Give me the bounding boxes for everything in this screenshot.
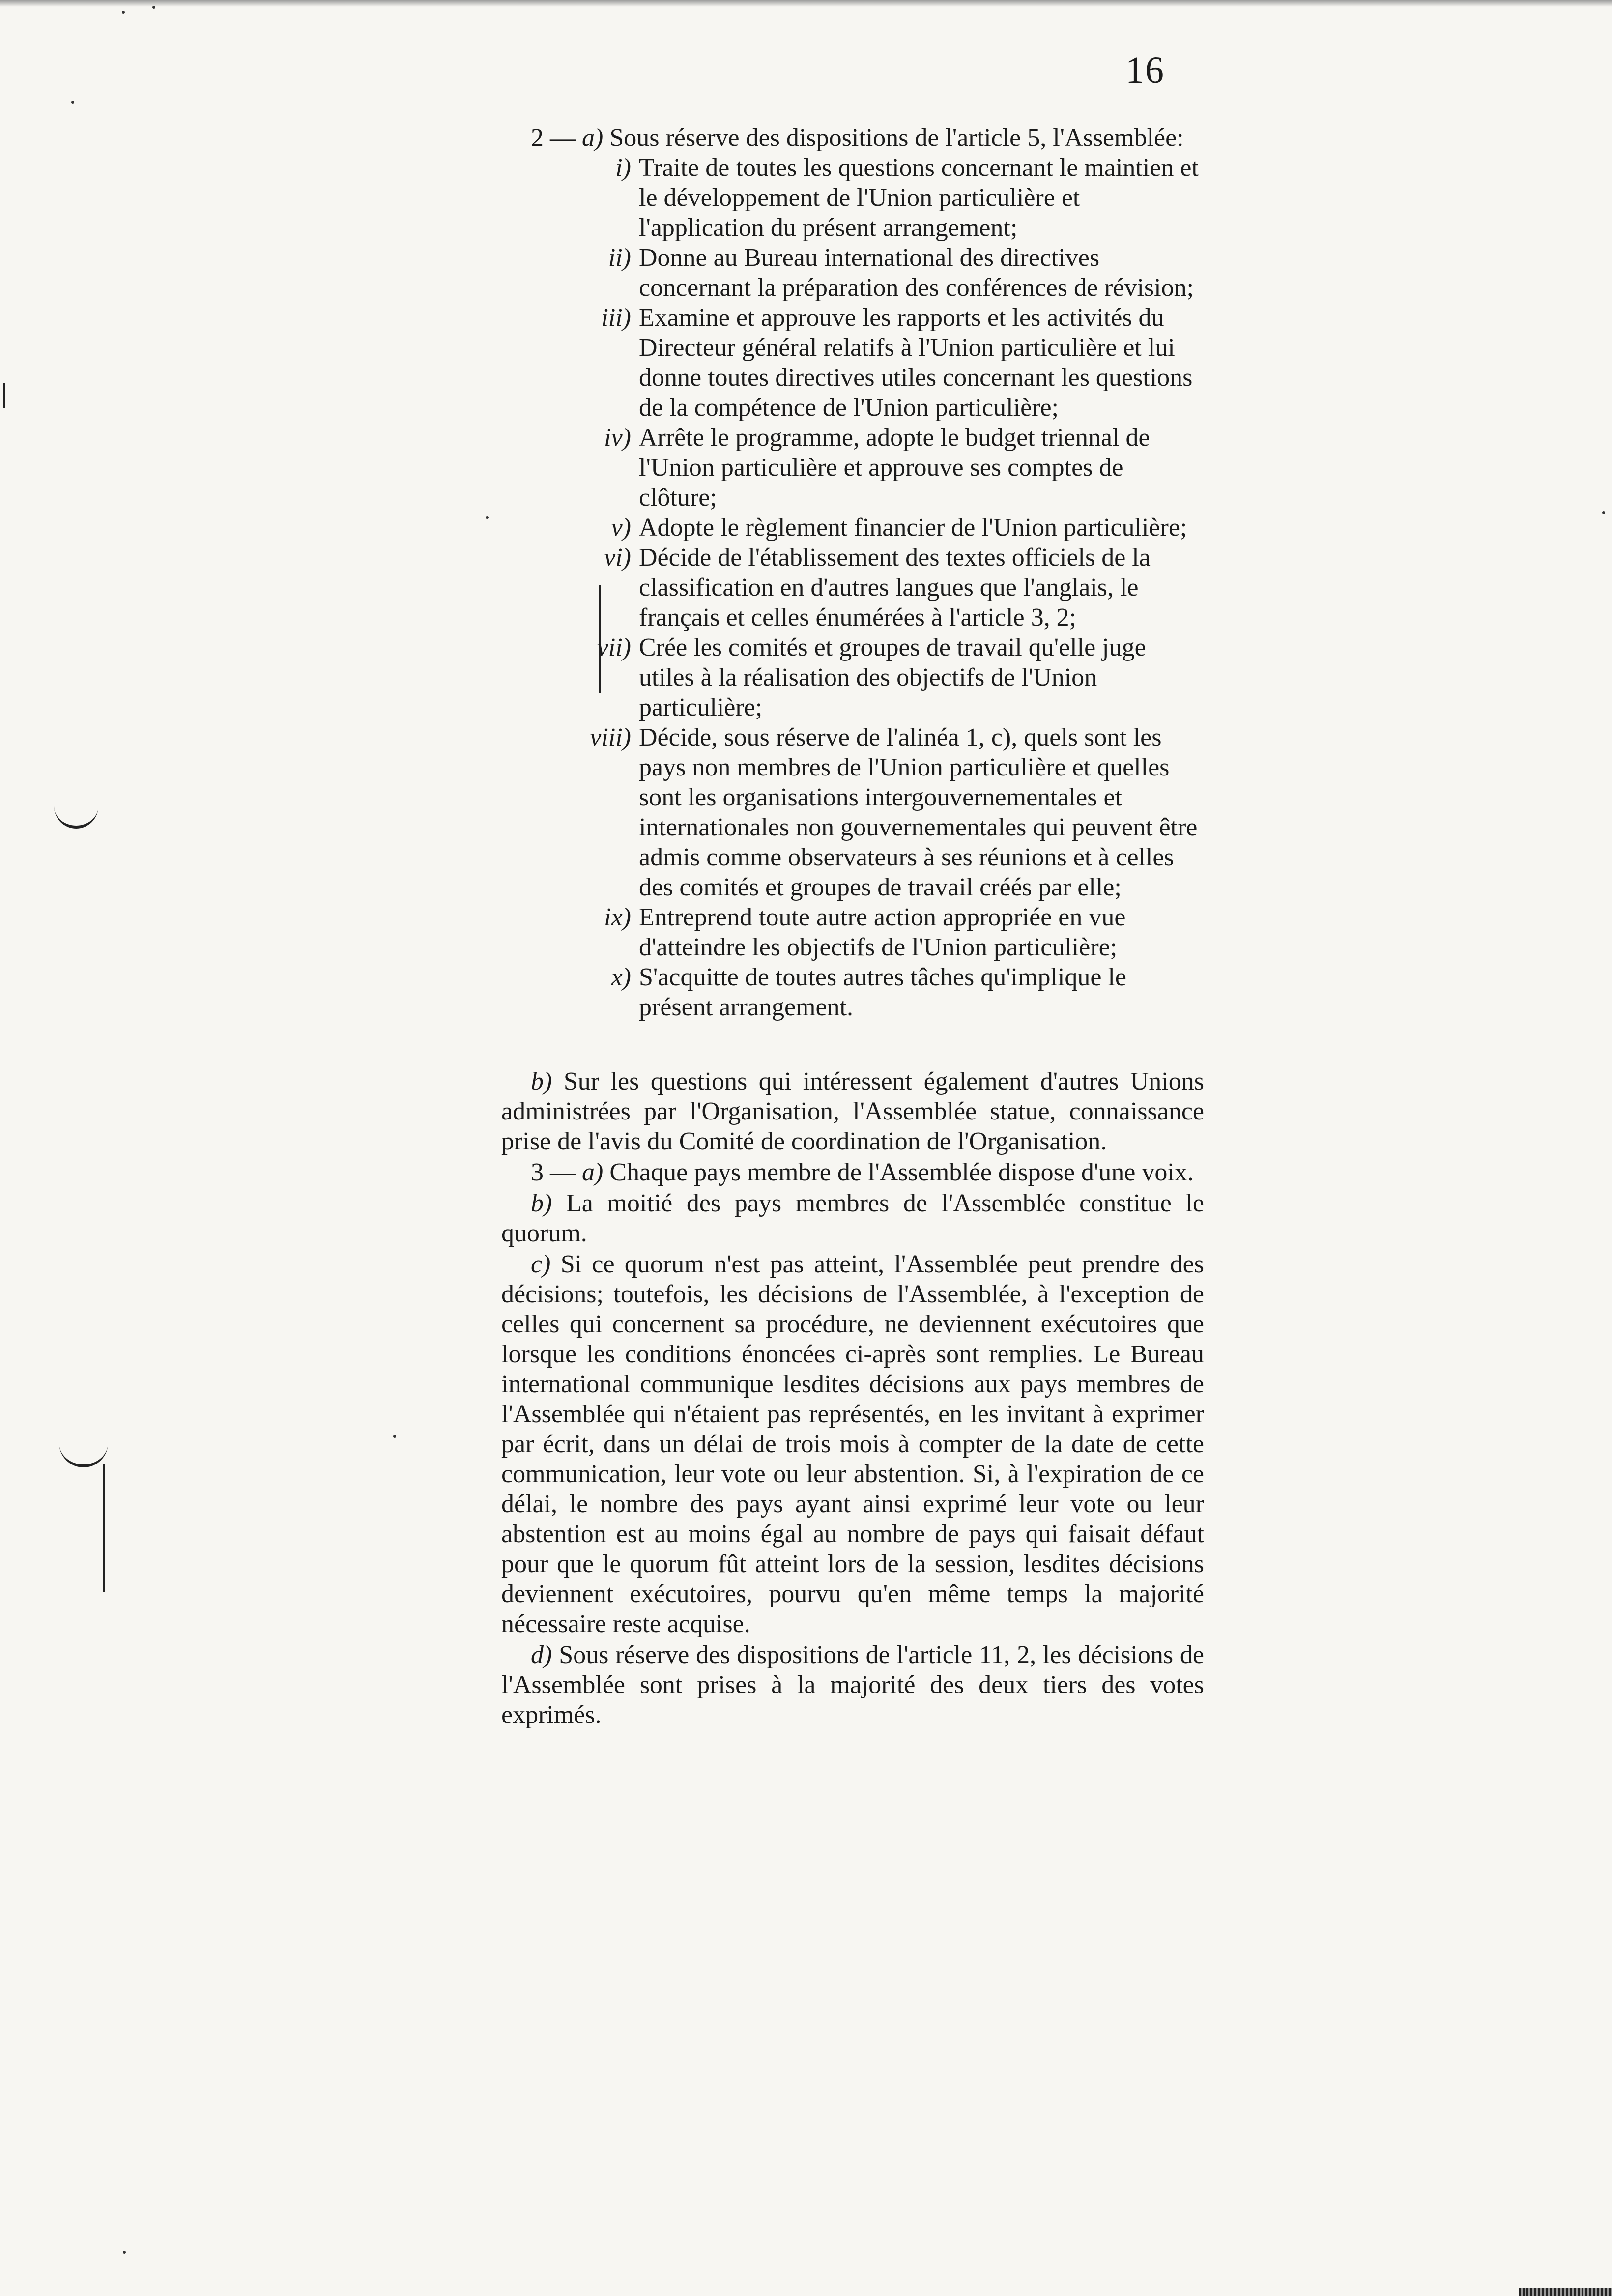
list-item-text: S'acquitte de toutes autres tâches qu'implique le présent arrangement. — [639, 963, 1127, 1021]
paragraph-text: La moitié des pays membres de l'Assemblée constitue le quorum. — [501, 1189, 1205, 1247]
list-item-number: vii) — [597, 633, 631, 661]
document-body — [501, 123, 1204, 1730]
list-item — [585, 303, 1204, 423]
list-item-number: iv) — [604, 424, 631, 452]
section-3c-paragraph — [501, 1249, 1204, 1639]
list-item-number: ii) — [608, 244, 631, 272]
list-item-number: v) — [611, 514, 631, 542]
list-item — [585, 632, 1204, 722]
list-item-text: Examine et approuve les rapports et les activités du Directeur général relatifs à l'Union particulière et lui donne toutes directives utiles concernant les questions de la compétence de l'Union particulière; — [639, 304, 1193, 422]
list-item — [585, 722, 1204, 902]
section-3d-paragraph — [501, 1640, 1204, 1730]
list-item-number: x) — [611, 963, 631, 991]
list-item-text: Crée les comités et groupes de travail qu'elle juge utiles à la réalisation des objectifs de l'Union particulière; — [639, 633, 1146, 721]
section-2b-paragraph — [501, 1066, 1204, 1156]
section-number: 3 — — [531, 1158, 576, 1186]
list-item-number: ix) — [604, 903, 631, 931]
section-3a-paragraph — [501, 1157, 1204, 1187]
list-item-number: i) — [615, 154, 631, 182]
list-item-text: Adopte le règlement financier de l'Union particulière; — [639, 514, 1187, 542]
paragraph-text: Sous réserve des dispositions de l'article 11, 2, les décisions de l'Assemblée sont prises à la majorité des deux tiers des votes exprimés. — [501, 1641, 1204, 1729]
list-item — [585, 513, 1204, 543]
list-item — [585, 962, 1204, 1022]
margin-line — [3, 383, 5, 408]
scan-speck — [1602, 511, 1605, 514]
section-number: 2 — — [531, 124, 576, 152]
list-item — [585, 153, 1204, 243]
sub-label: d) — [531, 1641, 552, 1669]
scan-speck — [123, 2251, 126, 2254]
sub-label: b) — [531, 1067, 552, 1095]
list-item-text: Traite de toutes les questions concernant le maintien et le développement de l'Union particulière et l'application du présent arrangement; — [639, 154, 1199, 242]
list-item-number: iii) — [601, 304, 631, 332]
list-item — [585, 243, 1204, 303]
scan-speck — [71, 101, 74, 104]
paragraph-text: Chaque pays membre de l'Assemblée dispose d'une voix. — [609, 1158, 1194, 1186]
list-item-text: Arrête le programme, adopte le budget triennal de l'Union particulière et approuve ses comptes de clôture; — [639, 424, 1150, 512]
section-2a-intro — [501, 123, 1204, 153]
sub-label: a) — [582, 1158, 604, 1186]
scan-speck — [486, 516, 489, 519]
sub-label: a) — [582, 124, 604, 152]
list-item-text: Décide de l'établissement des textes officiels de la classification en d'autres langues que l'anglais, le français et celles énumérées à l'article 3, 2; — [639, 544, 1151, 631]
section-3b-paragraph — [501, 1188, 1204, 1248]
list-item-number: viii) — [590, 723, 631, 751]
scan-bottom-edge — [1519, 2288, 1612, 2296]
list-item — [585, 543, 1204, 632]
list-item-number: vi) — [604, 544, 631, 572]
list-item-text: Entreprend toute autre action appropriée en vue d'atteindre les objectifs de l'Union particulière; — [639, 903, 1126, 961]
sub-label: c) — [531, 1250, 551, 1278]
list-item — [585, 902, 1204, 962]
paragraph-text: Sous réserve des dispositions de l'article 5, l'Assemblée: — [609, 124, 1184, 152]
enumerated-list — [585, 153, 1204, 1022]
scan-top-edge — [0, 0, 1612, 7]
margin-line — [103, 1464, 105, 1592]
paragraph-text: Sur les questions qui intéressent également d'autres Unions administrées par l'Organisation, l'Assemblée statue, connaissance prise de l'avis du Comité de coordination de l'Organisation. — [501, 1067, 1204, 1155]
scan-speck — [393, 1435, 396, 1438]
binding-mark — [54, 806, 98, 829]
paragraph-text: Si ce quorum n'est pas atteint, l'Assemblée peut prendre des décisions; toutefois, les décisions de l'Assemblée, à l'exception de celles qui concernent sa procédure, ne deviennent exécutoires que lorsque les conditions énoncées ci-après sont remplies. Le Bureau international communique lesdites décisions aux pays membres de l'Assemblée qui n'étaient pas représentés, en les invitant à exprimer par écrit, dans un délai de trois mois à compter de la date de cette communication, leur vote ou leur abstention. Si, à l'expiration de ce délai, le nombre des pays ayant ainsi exprimé leur vote ou leur abstention est au moins égal au nombre de pays qui faisait défaut pour que le quorum fût atteint lors de la session, lesdites décisions deviennent exécutoires, pourvu qu'en même temps la majorité nécessaire reste acquise. — [501, 1250, 1204, 1638]
sub-label: b) — [531, 1189, 552, 1217]
scan-speck — [122, 11, 125, 14]
binding-mark — [59, 1430, 108, 1467]
list-item-text: Décide, sous réserve de l'alinéa 1, c), quels sont les pays non membres de l'Union particulière et quelles sont les organisations intergouvernementales et internationales non gouvernementales qui peuvent être admis comme observateurs à ses réunions et à celles des comités et groupes de travail créés par elle; — [639, 723, 1198, 901]
list-item-text: Donne au Bureau international des directives concernant la préparation des conférences de révision; — [639, 244, 1194, 302]
page-number: 16 — [1125, 50, 1165, 91]
list-item — [585, 423, 1204, 513]
scan-speck — [152, 6, 155, 9]
